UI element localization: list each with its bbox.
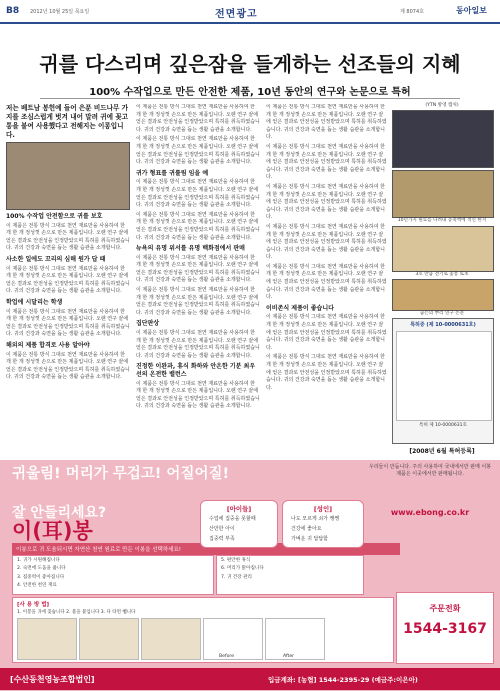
box-title: [아이들]	[226, 505, 252, 513]
body-text: 이 제품은 전통 방식 그대로 천연 재료만을 사용하여 한 개 한 개 정성껏 손으로 만든 제품입니다. 오랜 연구 끝에 얻은 결과로 안전성을 인정받았으며 특허를 취득하였습니다. 귀의 건강과 숙면을 돕는 생활 습관을 소개합니다.	[136, 380, 260, 410]
candle-photo	[392, 226, 494, 272]
section-heading: 진정한 이완과, 휴식 화하와 안온한 기분 최우선의 온전한 밸런스	[136, 363, 256, 378]
patent-year-caption: [2008년 6월 특허등록]	[409, 448, 475, 455]
body-text: 이 제품은 전통 방식 그대로 천연 재료만을 사용하여 한 개 한 개 정성껏 손으로 만든 제품입니다. 오랜 연구 끝에 얻은 결과로 안전성을 인정받았으며 특허를 취득하였습니다. 귀의 건강과 숙면을 돕는 생활 습관을 소개합니다.	[136, 179, 260, 209]
body-text: 이 제품은 전통 방식 그대로 천연 재료만을 사용하여 한 개 한 개 정성껏 손으로 만든 제품입니다. 오랜 연구 끝에 얻은 결과로 안전성을 인정받았으며 특허를 취득하였습니다. 귀의 건강과 숙면을 돕는 생활 습관을 소개합니다.	[266, 183, 387, 221]
product-advertisement	[0, 460, 500, 691]
section-heading: 이비존식 제품이 좋습니다	[266, 304, 334, 312]
usage-step-image	[141, 618, 201, 660]
order-contact-box	[396, 592, 494, 664]
patent-title: 특허증 (제 10-0000631호)	[410, 322, 476, 328]
body-text: 이 제품은 전통 방식 그대로 천연 재료만을 사용하여 한 개 한 개 정성껏 손으로 만든 제품입니다. 오랜 연구 끝에 얻은 결과로 안전성을 인정받았으며 특허를 취득하였습니다. 귀의 건강과 숙면을 돕는 생활 습관을 소개합니다.	[136, 136, 260, 166]
article-column-1	[6, 104, 130, 454]
product-brand: 이(耳)봉	[12, 519, 93, 543]
section-heading: 사소한 일에도 꼬리의 심해 원가 답 때	[6, 255, 106, 263]
company-name: [수산동천영농조합법인]	[10, 675, 95, 684]
body-text: 이 제품은 전통 방식 그대로 천연 재료만을 사용하여 한 개 한 개 정성껏 손으로 만든 제품입니다. 오랜 연구 끝에 얻은 결과로 안전성을 인정받았으며 특허를 취득하였습니다. 귀의 건강과 숙면을 돕는 생활 습관을 소개합니다.	[6, 351, 130, 381]
divider	[40, 98, 460, 99]
usage-step-image	[17, 618, 77, 660]
list-item: 5. 편안한 휴식	[221, 558, 251, 563]
section-heading: 100% 수작업 안전함으로 귀를 보호	[6, 213, 103, 220]
body-text: 이 제품은 전통 방식 그대로 천연 재료만을 사용하여 한 개 한 개 정성껏 손으로 만든 제품입니다. 오랜 연구 끝에 얻은 결과로 안전성을 인정받았으며 특허를 취득하였습니다. 귀의 건강과 숙면을 돕는 생활 습관을 소개합니다.	[6, 308, 130, 338]
tv-screenshot-photo	[392, 110, 494, 168]
body-text: 이 제품은 전통 방식 그대로 천연 재료만을 사용하여 한 개 한 개 정성껏 손으로 만든 제품입니다. 오랜 연구 끝에 얻은 결과로 안전성을 인정받았으며 특허를 취득하였습니다. 귀의 건강과 숙면을 돕는 생활 습관을 소개합니다.	[6, 265, 130, 295]
benefit-item: 수업에 집중을 못할때	[209, 516, 256, 522]
ad-footer-bar	[0, 668, 500, 690]
photo-caption: 3호 만큼 전기로 꽃봉 토초	[415, 272, 469, 277]
body-text: 이 제품은 전통 방식 그대로 천연 재료만을 사용하여 한 개 한 개 정성껏 손으로 만든 제품입니다. 오랜 연구 끝에 얻은 결과로 안전성을 인정받았으며 특허를 취득하였습니다. 귀의 건강과 숙면을 돕는 생활 습관을 소개합니다.	[136, 330, 260, 359]
body-text: 이 제품은 전통 방식 그대로 천연 재료만을 사용하여 한 개 한 개 정성껏 손으로 만든 제품입니다. 오랜 연구 끝에 얻은 결과로 안전성을 인정받았으며 특허를 취득하였습니다. 귀의 건강과 숙면을 돕는 생활 습관을 소개합니다.	[266, 104, 387, 141]
benefit-item: 산만한 아이	[209, 526, 235, 532]
list-item: 6. 머리가 맑아집니다	[221, 566, 264, 572]
box-title: [성인]	[313, 505, 333, 513]
body-text: 이 제품은 전통 방식 그대로 천연 재료만을 사용하여 한 개 한 개 정성껏 손으로 만든 제품입니다. 오랜 연구 끝에 얻은 결과로 안전성을 인정받았으며 특허를 취득하였습니다. 귀의 건강과 숙면을 돕는 생활 습관을 소개합니다.	[266, 354, 387, 391]
ad-info-text: 우리들이 만듭니다. 주의 사용하여 국내에서만 판매 이봉 제품은 이곳에서만 판매됩니다.	[368, 464, 492, 477]
benefits-list-2	[216, 555, 364, 595]
section-heading: 집단판상	[136, 320, 160, 328]
benefits-list	[12, 555, 214, 595]
article-lead: 저는 베트남 봉헌예 들어 은푼 비드나무 가지를 조심스럽게 벗겨 내어 말려 귀에 꽂고 통을 붙여 사용했다고 전해지는 이롱입니다.	[6, 104, 129, 139]
ad-tagline: 이봉으로 귀 도움되시면 자연산 천연 원료로 만든 이봉을 선택하세요!	[12, 543, 400, 555]
list-item: 1. 귀가 시원해집니다	[17, 558, 60, 563]
patent-certificate	[392, 318, 494, 444]
list-item: 4. 안전한 천연 재료	[17, 583, 57, 589]
issue-date: 2012년 10월 25일 목요일	[30, 9, 90, 15]
benefit-item: 나도 모르게 쇠가 쨍쨍	[291, 516, 340, 522]
article-headline: 귀를 다스리며 깊은잠을 들게하는 선조들의 지혜	[39, 52, 461, 76]
issue-number: 제 8074호	[400, 9, 424, 15]
patent-document-image	[396, 331, 492, 421]
photo-caption: 10년가지 원료를 다려내 농축액에 적신 한지	[397, 218, 487, 223]
newspaper-header	[0, 0, 500, 24]
list-item: 7. 귀 건강 관리	[221, 574, 252, 580]
body-text: 이 제품은 전통 방식 그대로 천연 재료만을 사용하여 한 개 한 개 정성껏 손으로 만든 제품입니다. 오랜 연구 끝에 얻은 결과로 안전성을 인정받았으며 특허를 취득하였습니다. 귀의 건강과 숙면을 돕는 생활 습관을 소개합니다.	[266, 263, 387, 301]
article-column-2	[136, 104, 260, 454]
ad-headline: 귀울림! 머리가 무겁고! 어질어질!	[12, 466, 230, 482]
body-text: 이 제품은 전통 방식 그대로 천연 재료만을 사용하여 한 개 한 개 정성껏 손으로 만든 제품입니다. 오랜 연구 끝에 얻은 결과로 안전성을 인정받았으며 특허를 취득하였습니다. 귀의 건강과 숙면을 돕는 생활 습관을 소개합니다.	[136, 104, 260, 133]
section-heading: 귀가 형표를 귀룰림 임을 예	[136, 169, 209, 177]
article-column-3	[266, 104, 388, 454]
benefit-item: 집중력 부족	[209, 536, 235, 542]
after-label: After	[283, 654, 295, 659]
benefit-item: 건강에 좋아요	[291, 526, 322, 532]
order-label: 주문전화	[429, 604, 461, 613]
howto-title: [사 용 방 법]	[17, 602, 50, 608]
section-heading: 해외의 제품 합격로 사용 알아야	[6, 341, 90, 349]
website-link[interactable]: www.ebong.co.kr	[390, 508, 470, 517]
body-text: 이 제품은 전통 방식 그대로 천연 재료만을 사용하여 한 개 한 개 정성껏 손으로 만든 제품입니다. 오랜 연구 끝에 얻은 결과로 안전성을 인정받았으며 특허를 취득하였습니다. 귀의 건강과 숙면을 돕는 생활 습관을 소개합니다.	[266, 143, 387, 181]
body-text: 이 제품은 전통 방식 그대로 천연 재료만을 사용하여 한 개 한 개 정성껏 손으로 만든 제품입니다. 오랜 연구 끝에 얻은 결과로 안전성을 인정받았으며 특허를 취득하였습니다. 귀의 건강과 숙면을 돕는 생활 습관을 소개합니다.	[136, 254, 260, 284]
patent-number: 특허 제 10-0000631호	[419, 423, 467, 428]
before-label: Before	[219, 654, 235, 659]
bank-account-info: 입금계좌: [농협] 1544-2395-29 (예금주:이은아)	[268, 676, 418, 684]
photo-caption: (YTN 방영 캡처)	[425, 103, 459, 108]
page-number: B8	[6, 6, 20, 16]
list-item: 2. 숙면에 도움을 줍니다	[17, 566, 66, 572]
list-item: 3. 집중력이 좋아집니다	[17, 574, 65, 580]
ad-subheadline: 잘 안들리세요?	[12, 505, 107, 521]
howto-note: 1. 이봉을 귀에 꽂습니다 2. 불을 붙입니다 3. 다 타면 뺍니다	[17, 610, 136, 615]
usage-instructions	[12, 597, 394, 663]
body-text: 이 제품은 전통 방식 그대로 천연 재료만을 사용하여 한 개 한 개 정성껏 손으로 만든 제품입니다. 오랜 연구 끝에 얻은 결과로 안전성을 인정받았으며 특허를 취득하였습니다. 귀의 건강과 숙면을 돕는 생활 습관을 소개합니다.	[6, 222, 130, 252]
body-text: 이 제품은 전통 방식 그대로 천연 재료만을 사용하여 한 개 한 개 정성껏 손으로 만든 제품입니다. 오랜 연구 끝에 얻은 결과로 안전성을 인정받았으며 특허를 취득하였습니다. 귀의 건강과 숙면을 돕는 생활 습관을 소개합니다.	[136, 287, 260, 316]
paper-photo	[392, 170, 494, 218]
body-text: 이 제품은 전통 방식 그대로 천연 재료만을 사용하여 한 개 한 개 정성껏 손으로 만든 제품입니다. 오랜 연구 끝에 얻은 결과로 안전성을 인정받았으며 특허를 취득하였습니다. 귀의 건강과 숙면을 돕는 생활 습관을 소개합니다.	[136, 211, 260, 241]
hands-photo	[6, 142, 130, 210]
benefit-item: 가벼운 귀 답답함	[291, 536, 328, 542]
children-benefits-box	[200, 500, 278, 548]
section-heading: 학업에 시달리는 학생	[6, 298, 63, 306]
herb-photo	[392, 279, 494, 311]
order-phone[interactable]: 1544-3167	[403, 621, 487, 637]
article-subheadline: 100% 수작업으로 만든 안전한 제품, 10년 동안의 연구와 논문으로 특허	[89, 87, 411, 98]
after-sample-image	[265, 618, 325, 660]
newspaper-logo: 동아일보	[456, 6, 487, 15]
usage-step-image	[79, 618, 139, 660]
body-text: 이 제품은 전통 방식 그대로 천연 재료만을 사용하여 한 개 한 개 정성껏 손으로 만든 제품입니다. 오랜 연구 끝에 얻은 결과로 안전성을 인정받았으며 특허를 취득하였습니다. 귀의 건강과 숙면을 돕는 생활 습관을 소개합니다.	[266, 223, 387, 261]
adult-benefits-box	[282, 500, 364, 548]
body-text: 이 제품은 전통 방식 그대로 천연 재료만을 사용하여 한 개 한 개 정성껏 손으로 만든 제품입니다. 오랜 연구 끝에 얻은 결과로 안전성을 인정받았으며 특허를 취득하였습니다. 귀의 건강과 숙면을 돕는 생활 습관을 소개합니다.	[266, 314, 387, 351]
section-heading: 뉴욕의 유명 위서를 유명 백화점에서 판매	[136, 245, 245, 253]
photo-caption: 숨은의 뿌리 연구 논문	[419, 311, 465, 316]
section-title: 전면광고	[215, 9, 258, 20]
